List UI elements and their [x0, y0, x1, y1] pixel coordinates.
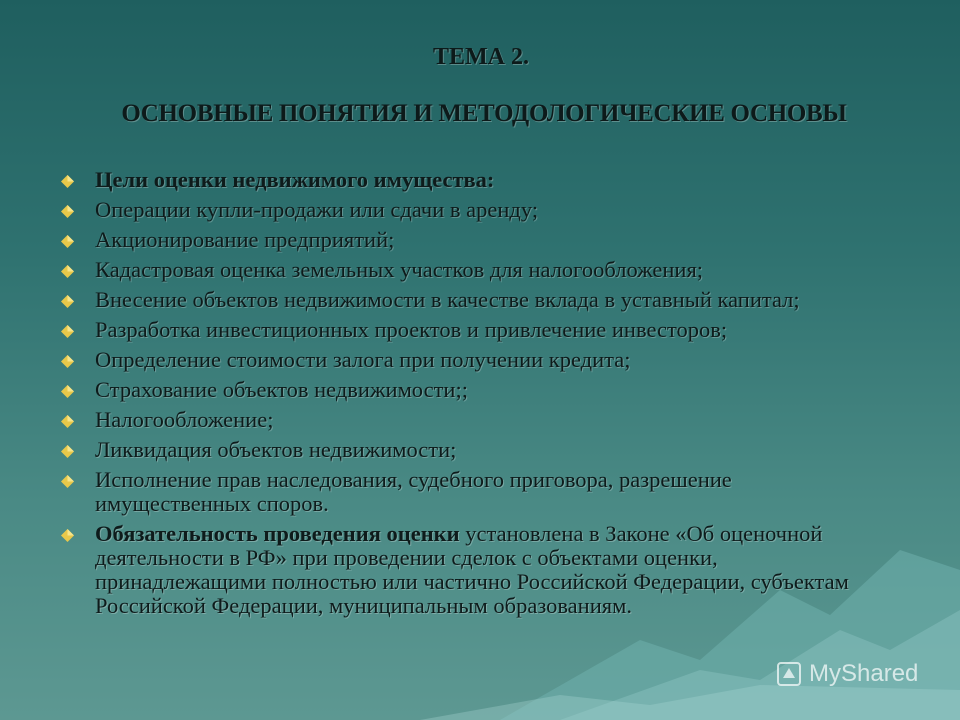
- list-item: [58, 408, 858, 432]
- list-item-bold-text: Обязательность проведения оценки: [95, 521, 460, 546]
- list-item-text: Цели оценки недвижимого имущества:: [95, 167, 495, 192]
- list-item: [58, 468, 858, 516]
- diamond-bullet-icon: [61, 475, 74, 488]
- list-item: [58, 348, 858, 372]
- diamond-bullet-icon: [61, 385, 74, 398]
- list-item-text: Ликвидация объектов недвижимости;: [95, 437, 457, 462]
- list-item: [58, 378, 858, 402]
- list-item-text: Разработка инвестиционных проектов и привлечение инвесторов;: [95, 317, 728, 342]
- list-item: [58, 258, 858, 282]
- diamond-bullet-icon: [61, 235, 74, 248]
- diamond-bullet-icon: [61, 355, 74, 368]
- list-item-text: Страхование объектов недвижимости;;: [95, 377, 468, 402]
- bullet-list: [58, 168, 858, 624]
- list-item: [58, 522, 858, 618]
- diamond-bullet-icon: [61, 415, 74, 428]
- diamond-bullet-icon: [61, 265, 74, 278]
- slide-subtitle: ОСНОВНЫЕ ПОНЯТИЯ И МЕТОДОЛОГИЧЕСКИЕ ОСНОВЫ: [121, 100, 847, 127]
- diamond-bullet-icon: [61, 325, 74, 338]
- list-item-text: Определение стоимости залога при получении кредита;: [95, 347, 631, 372]
- diamond-bullet-icon: [61, 529, 74, 542]
- list-item: [58, 288, 858, 312]
- myshared-logo-icon: [775, 660, 803, 688]
- watermark: [775, 660, 918, 688]
- diamond-bullet-icon: [61, 445, 74, 458]
- list-item-text: Налогообложение;: [95, 407, 274, 432]
- diamond-bullet-icon: [61, 175, 74, 188]
- list-item-text: установлена в Законе «Об оценочной деятельности в РФ» при проведении сделок с объектами оценки, принадлежащими полностью или частично Российской Федерации, субъектам Российской Федерации, муниципальным образованиям.: [95, 521, 849, 618]
- diamond-bullet-icon: [61, 205, 74, 218]
- slide-title: ТЕМА 2.: [433, 44, 529, 70]
- list-item: [58, 198, 858, 222]
- list-item-text: Исполнение прав наследования, судебного приговора, разрешение имущественных споров.: [95, 467, 732, 516]
- list-item: [58, 438, 858, 462]
- list-item: [58, 168, 858, 192]
- list-item-text: Операции купли-продажи или сдачи в аренду;: [95, 197, 539, 222]
- watermark-text: MyShared: [809, 660, 919, 687]
- list-item: [58, 228, 858, 252]
- list-item-text: Акционирование предприятий;: [95, 227, 395, 252]
- diamond-bullet-icon: [61, 295, 74, 308]
- list-item-text: Внесение объектов недвижимости в качестве вклада в уставный капитал;: [95, 287, 800, 312]
- list-item: [58, 318, 858, 342]
- list-item-text: Кадастровая оценка земельных участков для налогообложения;: [95, 257, 704, 282]
